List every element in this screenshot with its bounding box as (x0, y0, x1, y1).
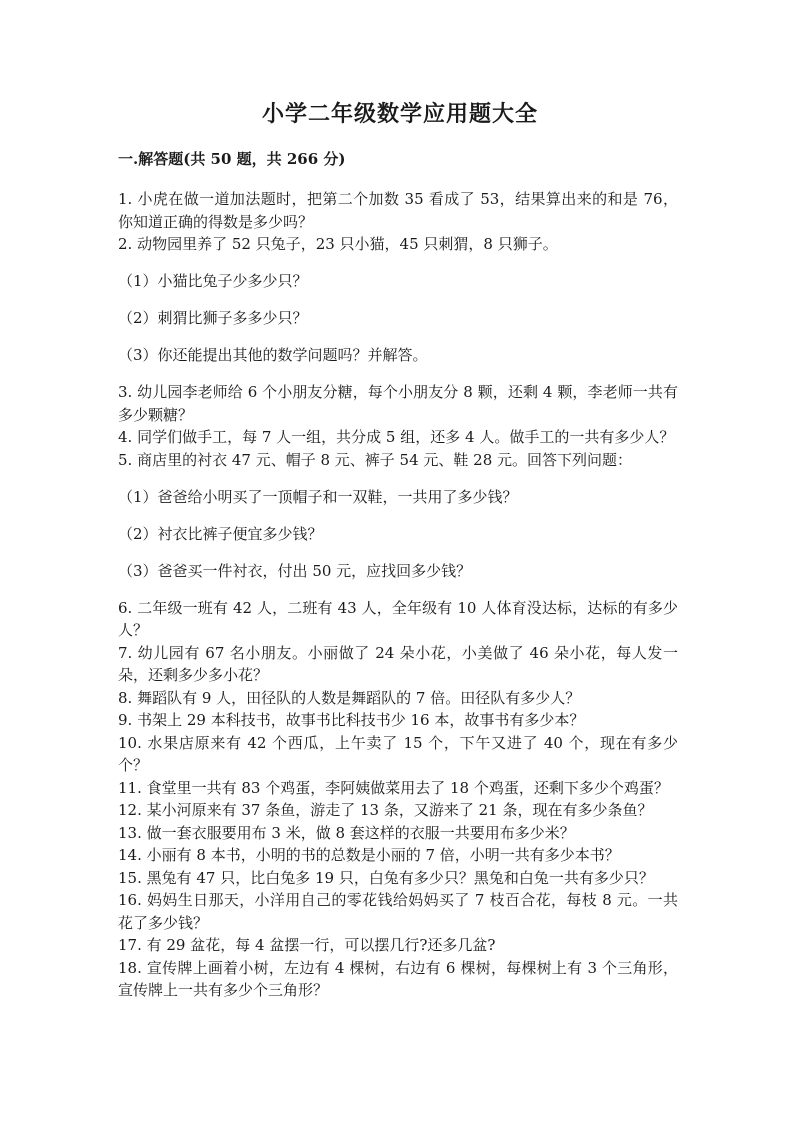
question-17: 17. 有 29 盆花，每 4 盆摆一行，可以摆几行?还多几盆? (118, 936, 496, 954)
question-5-part-3: （3）爸爸买一件衬衣，付出 50 元，应找回多少钱？ (118, 561, 472, 580)
question-12: 12. 某小河原来有 37 条鱼，游走了 13 条，又游来了 21 条，现在有多少条鱼？ (118, 801, 653, 819)
question-5-part-2: （2）衬衣比裤子便宜多少钱？ (118, 524, 323, 543)
question-7: 7. 幼儿园有 67 名小朋友。小丽做了 24 朵小花，小美做了 46 朵小花，每人发一朵，还剩多少多小花？ (118, 643, 678, 684)
question-2-part-1: （1）小猫比兔子少多少只？ (118, 272, 308, 290)
question-2-part-2: （2）刺猬比狮子多多少只？ (118, 309, 308, 327)
section-heading: 一.解答题(共 50 题，共 266 分) (118, 150, 346, 168)
question-15: 15. 黑兔有 47 只，比白兔多 19 只，白兔有多少只？黑兔和白兔一共有多少只？ (118, 868, 654, 887)
question-13: 13. 做一套衣服要用布 3 米，做 8 套这样的衣服一共要用布多少米？ (118, 823, 575, 842)
page-title: 小学二年级数学应用题大全 (261, 101, 538, 127)
question-3: 3. 幼儿园李老师给 6 个小朋友分糖，每个小朋友分 8 颗，还剩 4 颗，李老师一共有多少颗糖？ (118, 383, 678, 424)
question-2: 2. 动物园里养了 52 只兔子，23 只小猫，45 只刺猬，8 只狮子。 (118, 235, 558, 253)
question-8: 8. 舞蹈队有 9 人，田径队的人数是舞蹈队的 7 倍。田径队有多少人？ (118, 688, 581, 707)
question-5: 5. 商店里的衬衣 47 元、帽子 8 元、裤子 54 元、鞋 28 元。回答下列问题： (118, 450, 633, 469)
question-6: 6. 二年级一班有 42 人，二班有 43 人，全年级有 10 人体育没达标，达标的有多少人？ (118, 598, 678, 639)
question-1: 1. 小虎在做一道加法题时，把第二个加数 35 看成了 53，结果算出来的和是 76，你知道正确的得数是多少吗？ (118, 190, 678, 231)
question-16: 16. 妈妈生日那天，小洋用自己的零花钱给妈妈买了 7 枝百合花，每枝 8 元。一共花了多少钱？ (118, 891, 678, 932)
question-10: 10. 水果店原来有 42 个西瓜，上午卖了 15 个，下午又进了 40 个，现在有多少个？ (118, 733, 678, 774)
question-list (118, 188, 678, 1002)
question-14: 14. 小丽有 8 本书，小明的书的总数是小丽的 7 倍，小明一共有多少本书？ (118, 846, 620, 864)
question-11: 11. 食堂里一共有 83 个鸡蛋，李阿姨做菜用去了 18 个鸡蛋，还剩下多少个鸡蛋？ (118, 778, 669, 797)
question-5-part-1: （1）爸爸给小明买了一顶帽子和一双鞋，一共用了多少钱？ (118, 487, 518, 506)
question-4: 4. 同学们做手工，每 7 人一组，共分成 5 组，还多 4 人。做手工的一共有多少人？ (118, 428, 675, 446)
question-2-part-3: （3）你还能提出其他的数学问题吗？并解答。 (118, 346, 428, 364)
question-18: 18. 宣传牌上画着小树，左边有 4 棵树，右边有 6 棵树，每棵树上有 3 个三角形，宣传牌上一共有多少个三角形？ (118, 958, 678, 999)
question-9: 9. 书架上 29 本科技书，故事书比科技书少 16 本，故事书有多少本？ (118, 711, 585, 729)
